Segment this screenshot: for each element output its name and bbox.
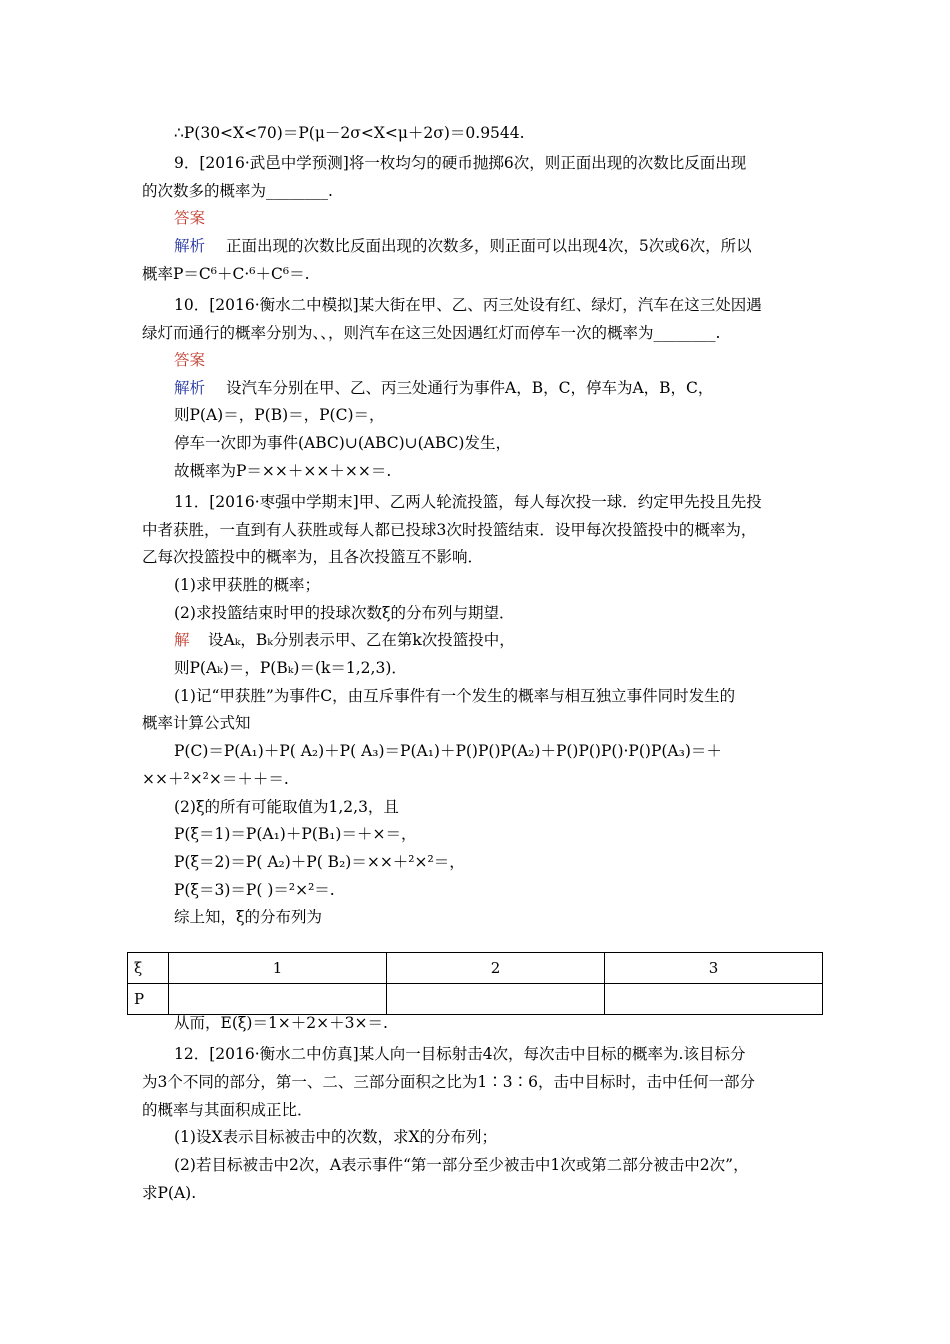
table-cell: ξ	[128, 953, 169, 984]
text-line: 设Aₖ，Bₖ分别表示甲、乙在第k次投篮投中，	[208, 631, 515, 649]
text-line: (1)求甲获胜的概率；	[174, 576, 320, 594]
answer-label: 答案	[174, 209, 206, 227]
text-line: 从而，E(ξ)＝1×＋2×＋3×＝.	[174, 1014, 388, 1032]
text-line: (2)若目标被击中2次，A表示事件“第一部分至少被击中1次或第二部分被击中2次”，	[174, 1156, 749, 1174]
text-line: 的概率与其面积成正比．	[142, 1101, 313, 1119]
text-line: 正面出现的次数比反面出现的次数多，则正面可以出现4次，5次或6次，所以	[226, 237, 752, 255]
distribution-table	[127, 952, 823, 1015]
question-10: 10．[2016·衡水二中模拟]某大街在甲、乙、丙三处设有红、绿灯，汽车在这三处因遇	[174, 296, 762, 314]
formula-line: P(ξ＝2)＝P( A₂)＋P( B₂)＝××＋²×²＝，	[174, 853, 465, 871]
text-line: (2)ξ的所有可能取值为1,2,3，且	[174, 798, 399, 816]
text-line: 故概率为P＝××＋××＋××＝.	[174, 462, 392, 480]
text-line: 则P(A)＝，P(B)＝，P(C)＝，	[174, 406, 385, 424]
text-line: (2)求投篮结束时甲的投球次数ξ的分布列与期望．	[174, 604, 515, 622]
text-line: ∴P(30<X<70)＝P(μ－2σ<X<μ＋2σ)＝0.9544.	[174, 124, 525, 142]
formula-line: P(ξ＝1)＝P(A₁)＋P(B₁)＝＋×＝，	[174, 825, 417, 843]
text-line: 停车一次即为事件(ABC)∪(ABC)∪(ABC)发生，	[174, 434, 511, 452]
text-line: 概率计算公式知	[142, 714, 251, 732]
question-9: 9．[2016·武邑中学预测]将一枚均匀的硬币抛掷6次，则正面出现的次数比反面出现	[174, 154, 747, 172]
text-line: 求P(A).	[142, 1184, 197, 1202]
formula-line: P(C)＝P(A₁)＋P( A₂)＋P( A₃)＝P(A₁)＋P()P()P(A₂)＋P()P()P()·P()P(A₃)＝＋	[174, 742, 722, 760]
answer-label: 答案	[174, 351, 206, 369]
text-line: 概率P＝C⁶＋C·⁶＋C⁶＝.	[142, 265, 310, 283]
text-line: 综上知，ξ的分布列为	[174, 908, 323, 926]
text-line: (1)记“甲获胜”为事件C，由互斥事件有一个发生的概率与相互独立事件同时发生的	[174, 687, 736, 705]
text-line: 的次数多的概率为________.	[142, 182, 333, 200]
formula-line: P(ξ＝3)＝P( )＝²×²＝.	[174, 881, 335, 899]
text-line: 设汽车分别在甲、乙、丙三处通行为事件A，B，C，停车为A，B，C，	[226, 379, 714, 397]
analysis-label: 解析	[174, 379, 206, 397]
table-cell: P	[128, 984, 169, 1015]
analysis-label: 解析	[174, 237, 206, 255]
text-line: (1)设X表示目标被击中的次数，求X的分布列；	[174, 1128, 498, 1146]
text-line: 为3个不同的部分，第一、二、三部分面积之比为1∶3∶6，击中目标时，击中任何一部分	[142, 1073, 755, 1091]
solution-label: 解	[174, 631, 190, 649]
table-cell	[605, 984, 823, 1015]
text-line: 绿灯而通行的概率分别为、、，则汽车在这三处因遇红灯而停车一次的概率为________.	[142, 324, 721, 342]
formula-line: ××＋²×²×＝＋＋＝.	[142, 770, 289, 788]
text-line: 中者获胜，一直到有人获胜或每人都已投球3次时投篮结束．设甲每次投篮投中的概率为，	[142, 521, 757, 539]
table-cell	[387, 984, 605, 1015]
question-12: 12．[2016·衡水二中仿真]某人向一目标射击4次，每次击中目标的概率为.该目标分	[174, 1045, 746, 1063]
table-cell: 1	[169, 953, 387, 984]
table-cell: 2	[387, 953, 605, 984]
text-line: 乙每次投篮投中的概率为，且各次投篮互不影响．	[142, 548, 484, 566]
table-row	[128, 953, 823, 984]
table-cell: 3	[605, 953, 823, 984]
question-11: 11．[2016·枣强中学期末]甲、乙两人轮流投篮，每人每次投一球．约定甲先投且先投	[174, 493, 762, 511]
text-line: 则P(Aₖ)＝，P(Bₖ)＝(k＝1,2,3)．	[174, 659, 407, 677]
table-row	[128, 984, 823, 1015]
table-cell	[169, 984, 387, 1015]
